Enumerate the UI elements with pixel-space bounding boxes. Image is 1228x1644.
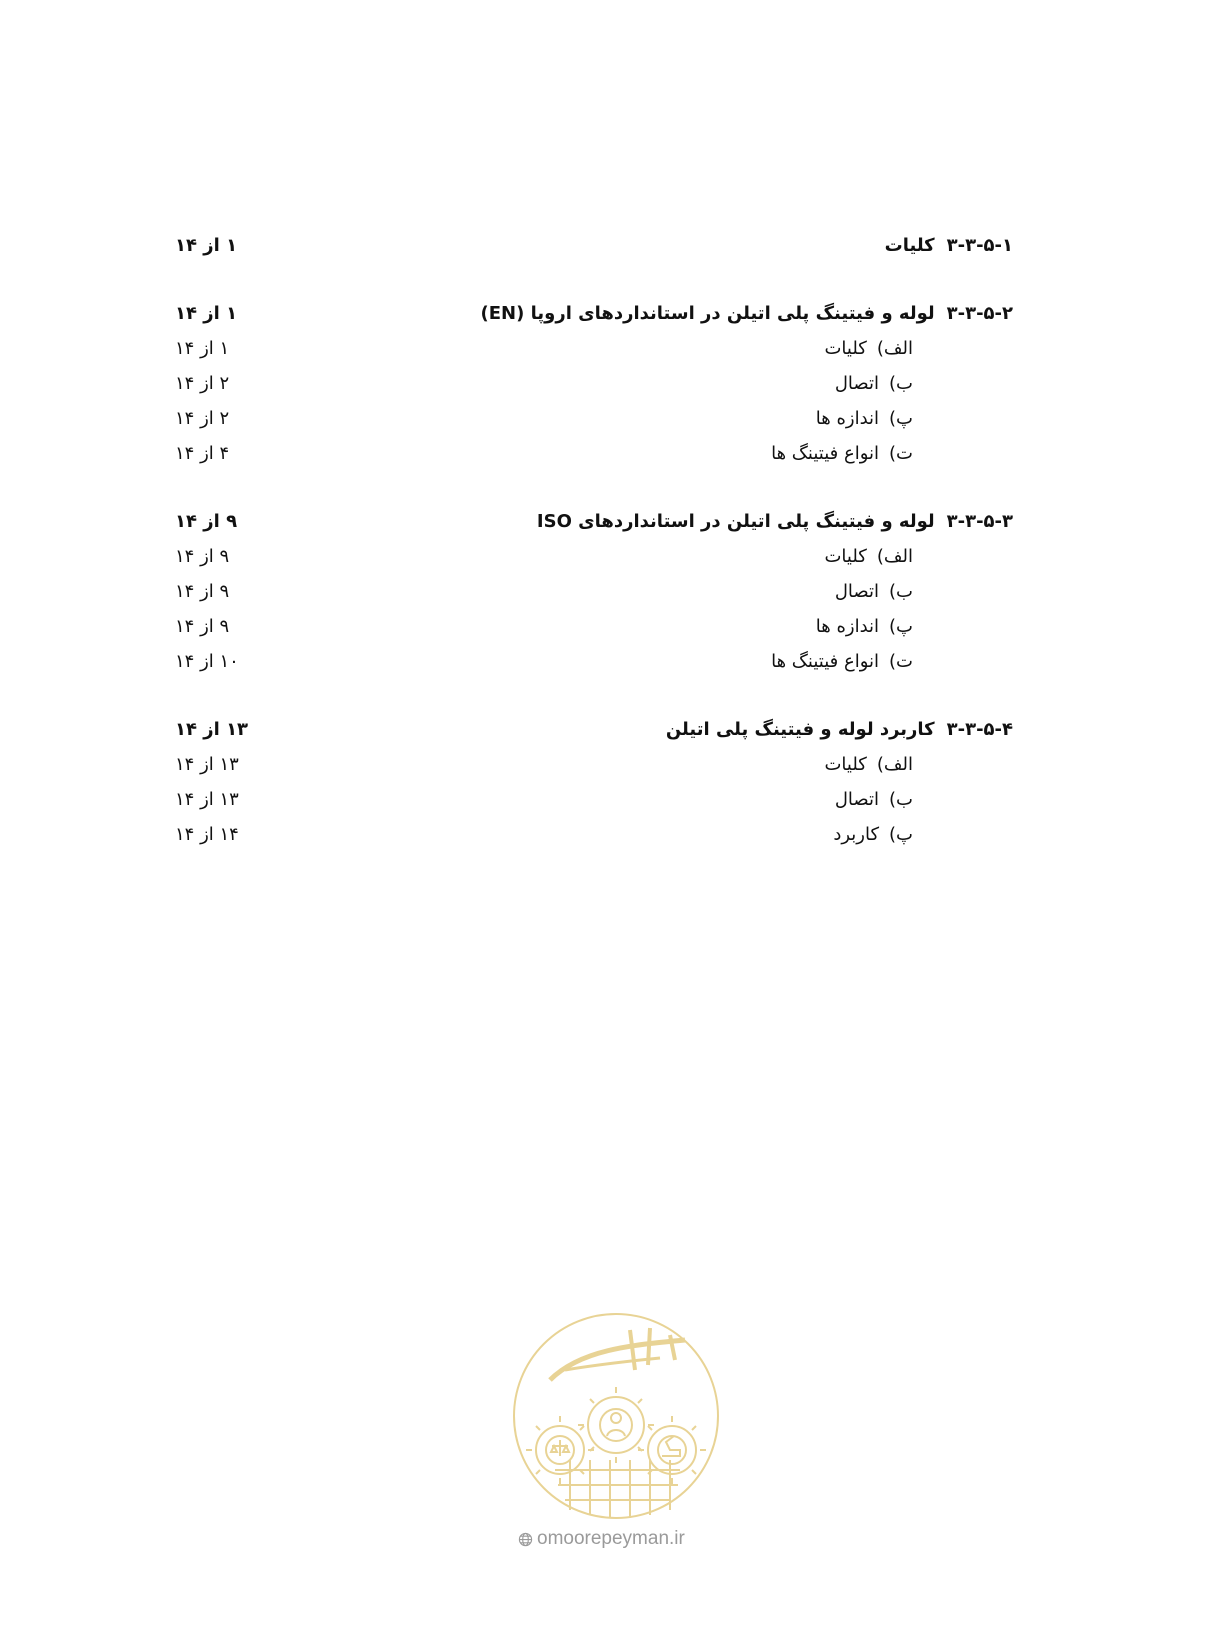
- item-title: اندازه ها: [815, 616, 880, 637]
- toc-item-row[interactable]: [175, 436, 1013, 471]
- toc-heading-row[interactable]: [175, 296, 1013, 331]
- item-marker: ت): [889, 443, 913, 464]
- toc-item-row[interactable]: [175, 366, 1013, 401]
- item-title: کلیات: [824, 546, 867, 567]
- item-title: انواع فیتینگ ها: [771, 651, 880, 672]
- item-marker: الف): [876, 754, 913, 775]
- toc-section: [175, 228, 1013, 263]
- page-reference: ۱۳ از ۱۴: [175, 789, 239, 810]
- toc-section: [175, 504, 1013, 679]
- toc-item-row[interactable]: [175, 782, 1013, 817]
- item-marker: پ): [889, 616, 913, 637]
- item-marker: ت): [889, 651, 913, 672]
- toc-item-row[interactable]: [175, 539, 1013, 574]
- page-reference: ۹ از ۱۴: [175, 616, 230, 637]
- section-title: لوله و فیتینگ پلی اتیلن در استانداردهای اروپا (EN): [480, 303, 935, 324]
- section-number: ۳-۳-۵-۳: [946, 511, 1013, 532]
- toc-item-row[interactable]: [175, 331, 1013, 366]
- toc-item-row[interactable]: [175, 609, 1013, 644]
- page-reference: ۹ از ۱۴: [175, 511, 238, 532]
- item-marker: ب): [889, 789, 913, 810]
- globe-icon: [518, 1532, 533, 1547]
- toc-item-row[interactable]: [175, 644, 1013, 679]
- item-marker: ب): [889, 581, 913, 602]
- section-title: کاربرد لوله و فیتینگ پلی اتیلن: [665, 719, 935, 740]
- page-reference: ۱ از ۱۴: [175, 338, 230, 359]
- page-reference: ۱۳ از ۱۴: [175, 754, 239, 775]
- item-title: انواع فیتینگ ها: [771, 443, 880, 464]
- toc-heading-row[interactable]: [175, 228, 1013, 263]
- section-number: ۳-۳-۵-۴: [946, 719, 1013, 740]
- watermark-website: [518, 1528, 718, 1550]
- table-of-contents: [175, 228, 1013, 885]
- page-reference: ۴ از ۱۴: [175, 443, 230, 464]
- toc-item-row[interactable]: [175, 574, 1013, 609]
- page-reference: ۱ از ۱۴: [175, 303, 238, 324]
- toc-item-row[interactable]: [175, 747, 1013, 782]
- toc-section: [175, 712, 1013, 852]
- item-title: اتصال: [834, 373, 880, 394]
- website-text: omoorepeyman.ir: [537, 1528, 685, 1549]
- page-reference: ۲ از ۱۴: [175, 408, 230, 429]
- item-marker: الف): [876, 338, 913, 359]
- page-reference: ۱۳ از ۱۴: [175, 719, 249, 740]
- item-marker: ب): [889, 373, 913, 394]
- page-reference: ۱۰ از ۱۴: [175, 651, 239, 672]
- item-title: کلیات: [824, 754, 867, 775]
- item-marker: پ): [889, 824, 913, 845]
- toc-section: [175, 296, 1013, 471]
- item-title: اتصال: [834, 789, 880, 810]
- item-title: کلیات: [824, 338, 867, 359]
- toc-item-row[interactable]: [175, 401, 1013, 436]
- page-reference: ۹ از ۱۴: [175, 581, 230, 602]
- item-title: اندازه ها: [815, 408, 880, 429]
- section-title: لوله و فیتینگ پلی اتیلن در استانداردهای ISO: [536, 511, 935, 532]
- toc-item-row[interactable]: [175, 817, 1013, 852]
- page-reference: ۱ از ۱۴: [175, 235, 238, 256]
- item-marker: الف): [876, 546, 913, 567]
- toc-heading-row[interactable]: [175, 504, 1013, 539]
- section-number: ۳-۳-۵-۲: [946, 303, 1013, 324]
- page-reference: ۹ از ۱۴: [175, 546, 230, 567]
- item-marker: پ): [889, 408, 913, 429]
- item-title: اتصال: [834, 581, 880, 602]
- section-title: کلیات: [884, 235, 935, 256]
- item-title: کاربرد: [833, 824, 880, 845]
- toc-heading-row[interactable]: [175, 712, 1013, 747]
- page-reference: ۱۴ از ۱۴: [175, 824, 239, 845]
- section-number: ۳-۳-۵-۱: [946, 235, 1013, 256]
- page-reference: ۲ از ۱۴: [175, 373, 230, 394]
- watermark-logo: [510, 1310, 722, 1522]
